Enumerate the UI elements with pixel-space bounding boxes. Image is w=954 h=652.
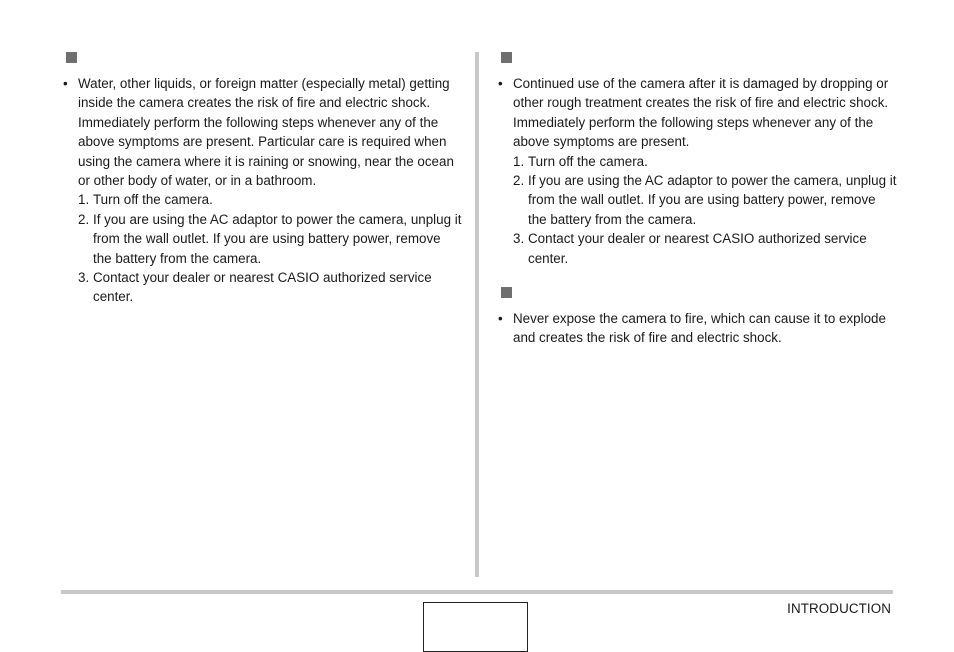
steps-list (497, 152, 897, 268)
bullet-dot: • (498, 311, 503, 327)
step-text: Contact your dealer or nearest CASIO authorized service center. (93, 270, 432, 305)
square-bullet-icon (501, 52, 512, 63)
step-text: Turn off the camera. (93, 192, 213, 208)
step-text: If you are using the AC adaptor to power the camera, unplug it from the wall outlet. If you are using battery power, remove the battery from the camera. (528, 173, 897, 227)
left-column (62, 52, 462, 326)
step-item (513, 171, 897, 229)
steps-list (62, 190, 462, 306)
liquids-section (62, 52, 462, 307)
step-number: 2. (513, 173, 525, 189)
step-item (78, 190, 462, 209)
bullet-dot: • (63, 76, 68, 91)
step-text: Contact your dealer or nearest CASIO authorized service center. (528, 231, 867, 266)
footer-divider (61, 590, 893, 594)
step-number: 1. (513, 153, 525, 169)
bullet-item (497, 74, 897, 152)
damage-section (497, 52, 897, 268)
step-text: If you are using the AC adaptor to power the camera, unplug it from the wall outlet. If you are using battery power, remove the battery from the camera. (93, 211, 462, 266)
step-text: Turn off the camera. (528, 153, 648, 169)
column-divider (475, 52, 479, 577)
step-item (513, 152, 897, 171)
fire-section (497, 287, 897, 348)
step-number: 3. (513, 231, 525, 247)
step-item (513, 229, 897, 268)
damage-warning-text: Continued use of the camera after it is damaged by dropping or other rough treatment creates the risk of fire and electric shock. Immediately perform the following steps whenever any of the above symptoms are present. (513, 76, 889, 150)
square-bullet-icon (501, 287, 512, 298)
bullet-item (62, 74, 462, 190)
liquids-warning-text: Water, other liquids, or foreign matter (especially metal) getting inside the camera creates the risk of fire and electric shock. Immediately perform the following steps whenever any of the above symptoms are present. Particular care is required when using the camera where it is raining or snowing, near the ocean or other body of water, or in a bathroom. (78, 76, 454, 189)
step-item (78, 268, 462, 307)
step-item (78, 210, 462, 268)
section-label: INTRODUCTION (787, 601, 891, 616)
bullet-item (497, 309, 897, 348)
page-number-box (423, 602, 528, 652)
step-number: 2. (78, 211, 90, 227)
right-column (497, 52, 897, 367)
fire-warning-text: Never expose the camera to fire, which can cause it to explode and creates the risk of fire and electric shock. (513, 311, 886, 346)
step-number: 3. (78, 270, 90, 286)
step-number: 1. (78, 192, 90, 208)
bullet-dot: • (498, 76, 503, 91)
square-bullet-icon (66, 52, 77, 63)
